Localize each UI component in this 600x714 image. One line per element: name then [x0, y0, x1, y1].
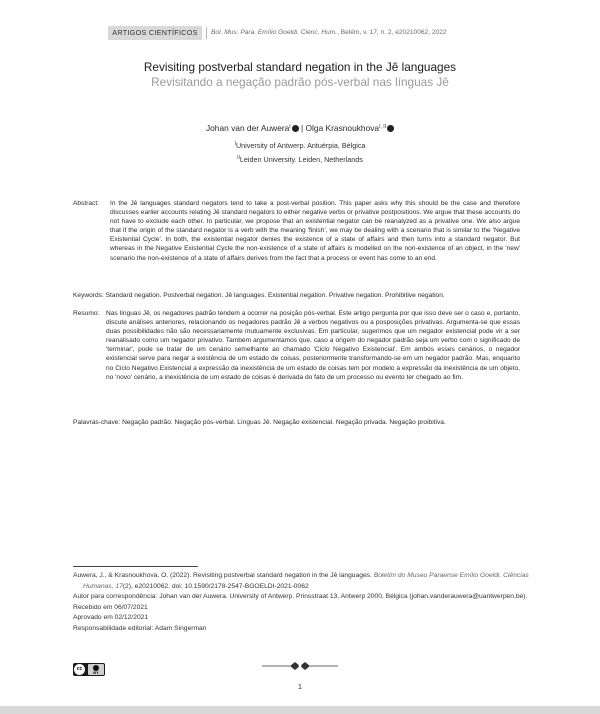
author-name[interactable]: Olga Krasnoukhova	[305, 123, 380, 133]
title-portuguese: Revisitando a negação padrão pós-verbal nas línguas Jê	[151, 75, 449, 89]
header-journal: Bol. Mus. Para. Emílio Goeldi. Cienc. Hum.	[211, 29, 338, 36]
palavras-chave-text: Negação padrão. Negação pós-verbal. Línguas Jê. Negação existencial. Negação privada. Negação proibitiva.	[122, 419, 446, 426]
page-number: 1	[297, 682, 303, 691]
by-icon: BY	[88, 664, 104, 675]
header-citation	[211, 27, 511, 39]
author-line	[0, 123, 600, 133]
ornament-divider-icon	[262, 660, 338, 672]
footnotes	[73, 571, 543, 635]
header-separator	[206, 27, 207, 39]
correspondence-note: Autor para correspondência: Johan van der Auwera. University of Antwerp. Prinsstraat 13, Antwerp 2000, Bélgica (johan.vanderauwera@uantwerpen.be).	[73, 593, 528, 601]
cc-by-license-icon[interactable]	[73, 663, 105, 676]
footnote-rule	[73, 566, 198, 567]
affiliation-1: $^I$University of Antwerp. Antuérpia, Bélgica	[234, 141, 366, 150]
keywords-text: Standard negation. Postverbal negation. Jê languages. Existential negation. Privative negation. Prohibitive negation.	[105, 292, 445, 299]
received-date: Recebido em 06/07/2021	[73, 603, 148, 611]
section-tag: ARTIGOS CIENTÍFICOS	[108, 26, 202, 40]
author-name[interactable]: Johan van der Auwera	[205, 123, 290, 133]
orcid-icon[interactable]	[292, 125, 299, 132]
palavras-chave	[73, 418, 520, 427]
editor-note: Responsabilidade editorial: Adam Singerman	[73, 624, 207, 632]
abstract	[73, 199, 520, 263]
citation-footnote: Auwera, J., & Krasnoukhova, O. (2022). Revisiting postverbal standard negation in the Jê languages. Boletim do Museu Paraense Emílio Goeldi. Ciências Humanas, 17(2), e20210062. doi: 10.1590/2178-2547-BGOELDI-2021-0062	[73, 572, 529, 590]
orcid-icon[interactable]	[387, 125, 394, 132]
affiliation-2: $^{II}$Leiden University. Leiden, Netherlands	[237, 155, 363, 164]
affiliation-mark: I	[289, 124, 291, 130]
keywords	[73, 291, 520, 300]
cc-icon: cc	[74, 664, 85, 675]
keywords-label: Keywords:	[73, 292, 104, 299]
abstract-label: Abstract:	[73, 200, 100, 207]
author-separator: |	[301, 123, 304, 133]
resumo-text: Nas línguas Jê, os negadores padrão tendem a ocorrer na posição pós-verbal. Este artigo pergunta por que isso deve ser o caso e, portanto, discute análises anteriores, relacionando os negadores padrão Jê a verbos negativos ou a posposições privativas. Argumenta-se que essas duas possibilidades não são necessariamente mutuamente exclusivas. Em particular, sugerimos que um negador existencial pode vir a ser reanalisado como um negador privativo. Também argumentamos que, caso a origem do negador padrão seja um verbo com o significado de 'terminar', pode se tratar de um cenário semelhante ao chamado 'Ciclo Negativo Existencial'. Em ambos esses cenários, o negador existencial serve para negar a existência de um estado de coisas, posteriormente transformando-se em um negador padrão. Mas, enquanto no Ciclo Negativo Existencial a expressão da inexistência de um estado de coisas tem por modelo a expressão da inexistência de um objeto, no 'novo' cenário, a inexistência de um estado de coisas é derivada do fato de um processo ou evento ter chegado ao fim.	[106, 310, 520, 381]
affiliation-mark: I, II	[379, 124, 387, 130]
header-volume: , Belém, v. 17, n. 2, e20210062, 2022	[337, 29, 447, 36]
resumo-label: Resumo:	[73, 310, 100, 317]
title-english: Revisiting postverbal standard negation in the Jê languages	[143, 60, 457, 74]
palavras-chave-label: Palavras-chave:	[73, 419, 121, 426]
approved-date: Aprovado em 02/12/2021	[73, 614, 149, 622]
abstract-text: In the Jê languages standard negators tend to take a post-verbal position. This paper asks why this should be the case and therefore discusses earlier accounts relating Jê standard negators to either negative verbs or privative postpositions. We argue that these accounts do not have to exclude each other. In particular, we propose that an existential negator can be reanalyzed as a privative one. We also argue that if the origin of the standard negator is a verb with the meaning 'finish', we may be dealing with a scenario that is similar to the 'Negative Existential Cycle'. In both, the existential negator denies the existence of a state of affairs and then turns into a standard negator. But whereas in the Negative Existential Cycle the non-existence of a state of affairs is modelled on the non-existence of an object, in the 'new' scenario the non-existence of a state of affairs derives from the fact that a process or event has come to an end.	[110, 200, 520, 262]
resumo	[73, 309, 520, 382]
citation-journal: Boletim do Museu Paraense Emílio Goeldi. Ciências Humanas, 17	[83, 572, 529, 590]
